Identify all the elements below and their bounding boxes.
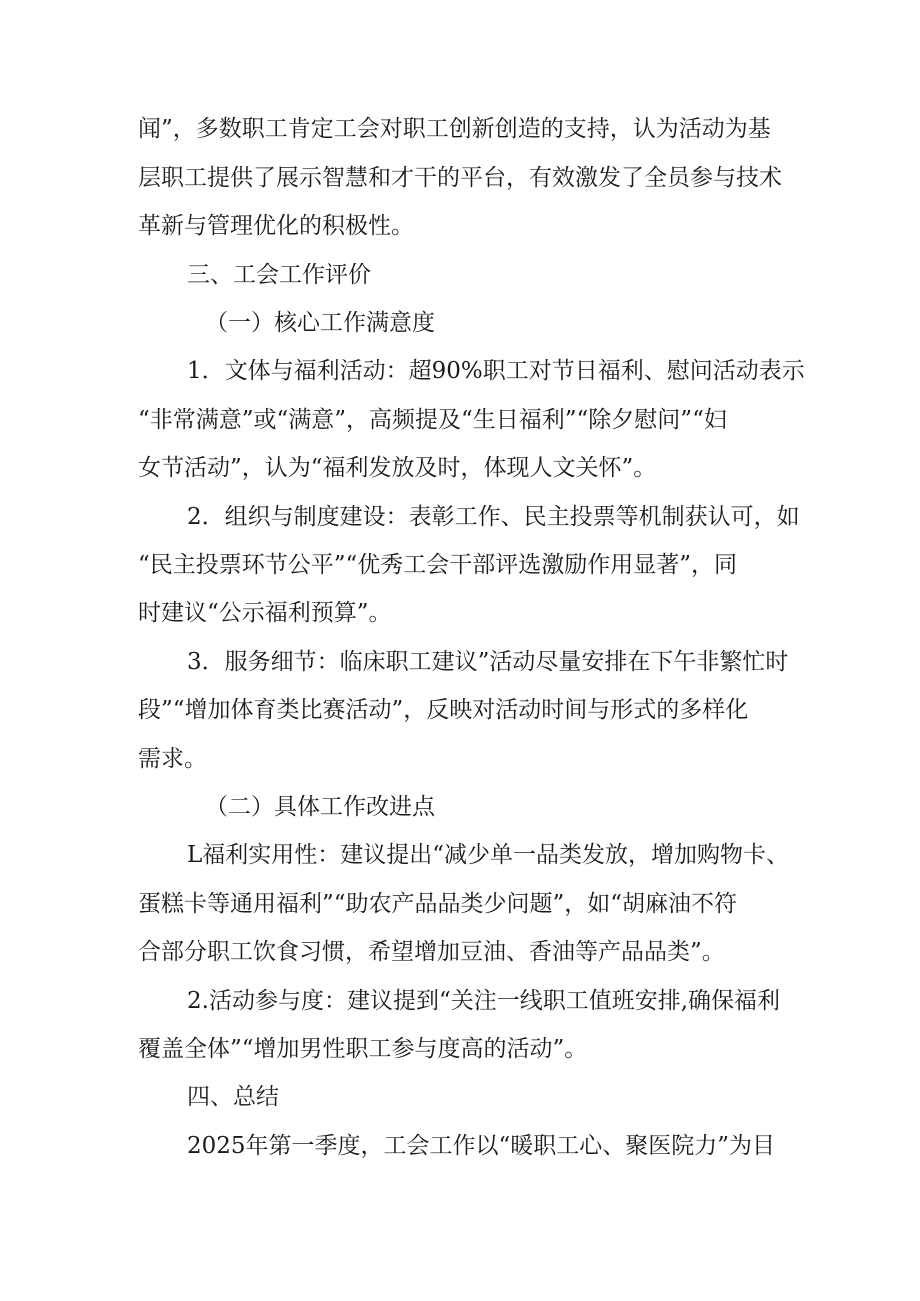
paragraph-line: “非常满意”或“满意”，高频提及“生日福利”“除夕慰问”“妇 [138,407,727,433]
paragraph-line: 2025年第一季度，工会工作以“暖职工心、聚医院力”为目 [187,1133,776,1159]
paragraph-line: L福利实用性：建议提出“减少单一品类发放，增加购物卡、 [187,842,790,868]
paragraph-line: 合部分职工饮食习惯，希望增加豆油、香油等产品品类”。 [138,939,725,965]
paragraph-line: 3．服务细节：临床职工建议”活动尽量安排在下午非繁忙时 [187,649,789,675]
paragraph-line: 蛋糕卡等通用福利”“助农产品品类少问题”，如“胡麻油不符 [138,891,738,917]
section-heading: 三、工会工作评价 [187,262,371,288]
paragraph-line: 女节活动”，认为“福利发放及时，体现人文关怀”。 [138,455,657,481]
subsection-heading: （一）核心工作满意度 [205,310,435,336]
paragraph-line: 闻”，多数职工肯定工会对职工创新创造的支持，认为活动为基 [138,116,771,142]
paragraph-line: 段”“增加体育类比赛活动”，反映对活动时间与形式的多样化 [138,697,749,723]
subsection-heading: （二）具体工作改进点 [205,794,435,820]
paragraph-line: 覆盖全体”“增加男性职工参与度高的活动”。 [138,1036,588,1062]
paragraph-line: 1．文体与福利活动：超90%职工对节日福利、慰问活动表示 [187,358,805,384]
paragraph-line: 层职工提供了展示智慧和才干的平台，有效激发了全员参与技术 [138,165,782,191]
paragraph-line: 革新与管理优化的积极性。 [138,213,414,239]
section-heading: 四、总结 [187,1084,279,1110]
paragraph-line: “民主投票环节公平”“优秀工会干部评选激励作用显著”，同 [138,552,738,578]
paragraph-line: 需求。 [138,746,207,772]
paragraph-line: 2．组织与制度建设：表彰工作、民主投票等机制获认可，如 [187,504,800,530]
paragraph-line: 2.活动参与度：建议提到“关注一线职工值班安排,确保福利 [187,988,781,1014]
paragraph-line: 时建议“公示福利预算”。 [138,600,392,626]
